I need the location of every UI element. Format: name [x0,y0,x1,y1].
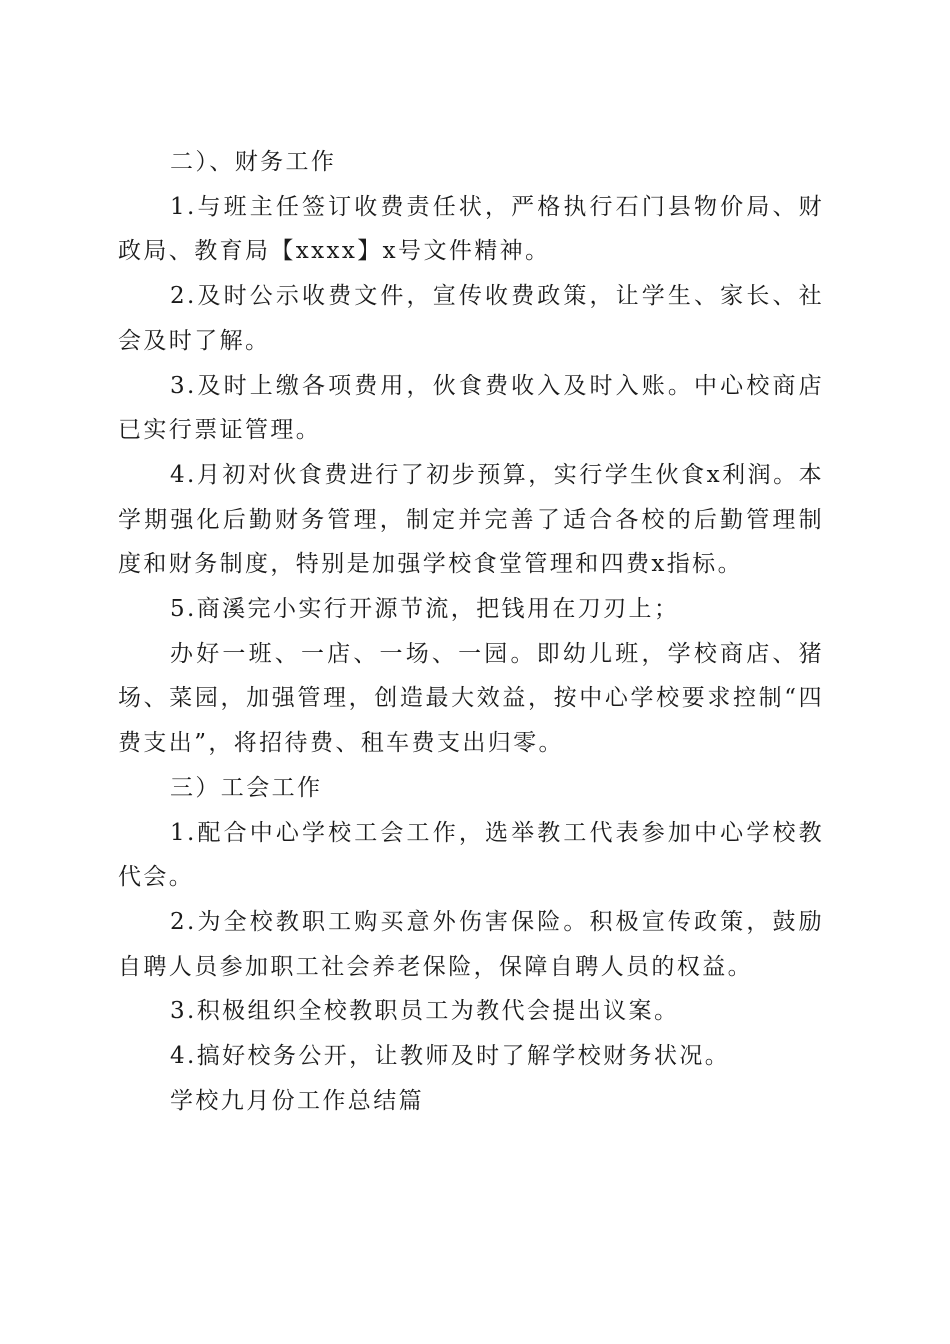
paragraph: 办好一班、一店、一场、一园。即幼儿班，学校商店、猪场、菜园，加强管理，创造最大效益，按中心学校要求控制“四费支出”，将招待费、租车费支出归零。 [118,640,824,757]
paragraph: 3.及时上缴各项费用，伙食费收入及时入账。中心校商店已实行票证管理。 [118,372,824,444]
paragraph: 5.商溪完小实行开源节流，把钱用在刀刃上； [170,596,680,623]
paragraph: 4.搞好校务公开，让教师及时了解学校财务状况。 [170,1043,731,1070]
section-heading-finance: 二）、财务工作 [170,149,337,175]
paragraph: 4.月初对伙食费进行了初步预算，实行学生伙食x利润。本学期强化后勤财务管理，制定并完善了适合各校的后勤管理制度和财务制度，特别是加强学校食堂管理和四费x指标。 [118,461,824,578]
paragraph: 2.及时公示收费文件，宣传收费政策，让学生、家长、社会及时了解。 [118,283,824,354]
document-body [118,140,824,1123]
next-article-title: 学校九月份工作总结篇 [170,1087,424,1114]
paragraph: 2.为全校教职工购买意外伤害保险。积极宣传政策，鼓励自聘人员参加职工社会养老保险，保障自聘人员的权益。 [118,908,824,980]
section-heading-union: 三）工会工作 [170,774,323,801]
paragraph: 1.配合中心学校工会工作，选举教工代表参加中心学校教代会。 [118,819,824,891]
paragraph: 3.积极组织全校教职员工为教代会提出议案。 [170,998,680,1025]
paragraph: 1.与班主任签订收费责任状，严格执行石门县物价局、财政局、教育局【xxxx】x号文件精神。 [118,193,824,265]
